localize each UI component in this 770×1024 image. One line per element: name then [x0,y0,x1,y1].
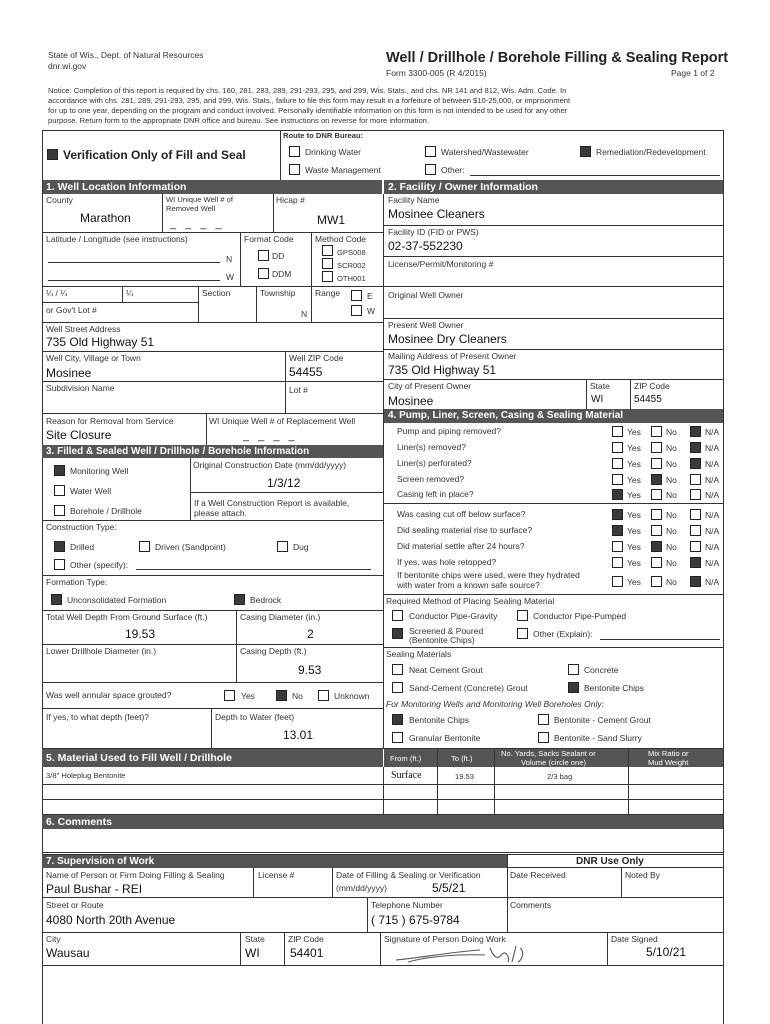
mw-bentonite-chips-label: Bentonite Chips [409,715,470,725]
other-explain-label: Other (Explain): [533,629,593,639]
s4-question-4: Screen removed? [397,474,465,484]
sand-cement-checkbox[interactable] [392,682,403,693]
s4-question-1: Pump and piping removed? [397,426,501,436]
bedrock-label: Bedrock [250,595,282,605]
s4-q3-yes-label: Yes [627,459,641,469]
waste-management-label: Waste Management [305,165,381,175]
scr002-checkbox[interactable] [322,258,333,269]
other-bureau-checkbox[interactable] [425,164,436,175]
orig-construction-date-value[interactable]: 1/3/12 [267,476,301,490]
format-code-label: Format Code [244,234,294,244]
s4-q2-no-label: No [666,443,677,453]
bentonite-chips-checkbox[interactable] [568,682,579,693]
supervisor-state-label: State [245,934,265,944]
present-owner-value[interactable]: Mosinee Dry Cleaners [388,332,507,346]
gravity-checkbox[interactable] [392,610,403,621]
s4-q8-na-label: N/A [705,542,720,552]
s4-q1-no-label: No [666,427,677,437]
owner-zip-value[interactable]: 54455 [634,394,662,405]
county-label: County [46,195,73,205]
facility-id-value[interactable]: 02-37-552230 [388,239,463,253]
supervisor-state-value[interactable]: WI [245,946,260,960]
placing-method-label: Required Method of Placing Sealing Material [386,596,555,606]
owner-state-value[interactable]: WI [591,394,604,405]
s4-q5-na-checkbox[interactable] [690,489,701,500]
s4-q10-yes-checkbox[interactable] [612,576,623,587]
supervisor-city-value[interactable]: Wausau [46,946,90,960]
section-5-header: 5. Material Used to Fill Well / Drillhole [42,749,383,767]
range-e-checkbox[interactable] [351,290,362,301]
s4-q8-na-checkbox[interactable] [690,541,701,552]
well-street-label: Well Street Address [46,324,121,334]
facility-name-value[interactable]: Mosinee Cleaners [388,207,485,221]
fill-date-format: (mm/dd/yyyy) [336,883,387,893]
borehole-label: Borehole / Drillhole [70,506,142,516]
water-depth-label: Depth to Water (feet) [215,712,295,722]
s4-q5-na-label: N/A [705,490,720,500]
gov-lot-label: or Gov't Lot # [46,305,97,315]
casing-depth-label: Casing Depth (ft.) [240,646,307,656]
s4-q2-na-checkbox[interactable] [690,442,701,453]
water-well-label: Water Well [70,486,112,496]
to-column-header: To (ft.) [451,754,473,763]
mw-granular-checkbox[interactable] [392,732,403,743]
s4-q5-yes-checkbox[interactable] [612,489,623,500]
township-label: Township [260,288,296,298]
hicap-value[interactable]: MW1 [317,213,345,227]
s4-question-5: Casing left in place? [397,489,474,499]
owner-zip-label: ZIP Code [634,381,670,391]
s4-q10-no-checkbox[interactable] [651,576,662,587]
screened-poured-sublabel: (Bentonite Chips) [409,635,475,645]
s4-q1-yes-checkbox[interactable] [612,426,623,437]
oth001-label: OTH001 [337,274,366,283]
report-note-2: please attach. [194,508,247,518]
lower-diameter-label: Lower Drillhole Diameter (in.) [46,646,157,656]
from-column-header: From (ft.) [390,754,422,763]
s4-q3-na-checkbox[interactable] [690,458,701,469]
to-row-1[interactable]: 19.53 [455,772,475,781]
supervisor-zip-label: ZIP Code [288,934,324,944]
grouted-label: Was well annular space grouted? [46,690,172,700]
formation-type-label: Formation Type: [46,577,108,587]
casing-depth-value[interactable]: 9.53 [298,663,322,677]
lat-long-label: Latitude / Longitude (see instructions) [46,234,188,244]
quarter-label: ¼ [126,288,134,298]
range-label: Range [315,288,341,298]
fill-date-label: Date of Filling & Sealing or Verification [336,870,481,880]
s4-q4-na-checkbox[interactable] [690,474,701,485]
mailing-address-label: Mailing Address of Present Owner [388,351,517,361]
s4-q4-na-label: N/A [705,475,720,485]
subdivision-label: Subdivision Name [46,383,115,393]
phone-value[interactable]: ( 715 ) 675-9784 [371,913,460,927]
s4-q1-no-checkbox[interactable] [651,426,662,437]
screened-poured-checkbox[interactable] [392,628,403,639]
other-construction-checkbox[interactable] [54,559,65,570]
grouted-unknown-checkbox[interactable] [318,690,329,701]
well-zip-value[interactable]: 54455 [289,365,323,379]
mw-bentonite-chips-checkbox[interactable] [392,714,403,725]
dnr-comments-label: Comments [510,900,552,910]
volume-row-1[interactable]: 2/3 bag [547,772,573,781]
facility-name-label: Facility Name [388,195,440,205]
construction-type-label: Construction Type: [46,522,117,532]
bentonite-chips-label: Bentonite Chips [584,683,645,693]
s4-q3-no-label: No [666,459,677,469]
form-number: Form 3300-005 (R 4/2015) [386,68,487,78]
owner-city-label: City of Present Owner [388,381,472,391]
gps008-checkbox[interactable] [322,245,333,256]
supervisor-name-label: Name of Person or Firm Doing Filling & Sealing [46,870,225,880]
total-depth-value[interactable]: 19.53 [125,627,156,641]
license-label: License/Permit/Monitoring # [388,259,494,269]
water-well-checkbox[interactable] [54,485,65,496]
reason-label: Reason for Removal from Service [46,416,174,426]
hicap-label: Hicap # [276,195,305,205]
mw-bentonite-cement-label: Bentonite - Cement Grout [554,715,651,725]
dnr-use-only-label: DNR Use Only [576,856,644,867]
gps008-label: GPS008 [337,248,366,257]
section-3-header: 3. Filled & Sealed Well / Drillhole / Borehole Information [42,445,383,458]
supervisor-zip-value[interactable]: 54401 [290,946,324,960]
drilled-checkbox[interactable] [54,541,65,552]
date-signed-value[interactable]: 5/10/21 [646,945,687,959]
s4-question-9: If yes, was hole retopped? [397,557,497,567]
grouted-unknown-label: Unknown [334,691,370,701]
s4-q10-yes-label: Yes [627,577,641,587]
waste-management-checkbox[interactable] [289,164,300,175]
well-city-label: Well City, Village or Town [46,353,141,363]
agency: State of Wis., Dept. of Natural Resources [48,50,204,60]
s4-q2-no-checkbox[interactable] [651,442,662,453]
supervisor-license-label: License # [258,870,295,880]
s4-q2-na-label: N/A [705,443,720,453]
sealing-materials-label: Sealing Materials [386,649,452,659]
driven-label: Driven (Sandpoint) [155,542,226,552]
section-4-header: 4. Pump, Liner, Screen, Casing & Sealing Material [384,409,723,423]
monitoring-well-label: Monitoring Well [70,466,129,476]
well-zip-label: Well ZIP Code [289,353,344,363]
notice-line-2: accordance with chs. 281, 289, 291-293, 295, and 299, Wis. Stats., failure to file this form may result in a forfeiture of between $10-25,000, or imprisonment [48,96,571,105]
monitoring-only-label: For Monitoring Wells and Monitoring Well Boreholes Only: [386,699,604,709]
supervisor-street-label: Street or Route [46,900,104,910]
dug-label: Dug [293,542,309,552]
pumped-label: Conductor Pipe-Pumped [533,611,627,621]
website: dnr.wi.gov [48,61,87,71]
section-6-header: 6. Comments [42,815,723,829]
s4-q6-na-checkbox[interactable] [690,509,701,520]
owner-city-value[interactable]: Mosinee [388,394,434,408]
s4-q7-na-checkbox[interactable] [690,525,701,536]
mix-column-header-1: Mix Ratio or [648,749,689,758]
grouted-no-label: No [292,691,303,701]
drilled-label: Drilled [70,542,95,552]
concrete-checkbox[interactable] [568,664,579,675]
s4-question-3: Liner(s) perforated? [397,458,472,468]
s4-question-8: Did material settle after 24 hours? [397,541,525,551]
signature-image [390,940,550,966]
section-1-header: 1. Well Location Information [42,180,382,194]
s4-question-10b: with water from a known safe source? [397,580,540,590]
s4-q10-no-label: No [666,577,677,587]
pumped-checkbox[interactable] [517,610,528,621]
grouted-yes-checkbox[interactable] [224,690,235,701]
from-row-1[interactable]: Surface [391,770,422,781]
s4-q10-na-label: N/A [705,577,720,587]
s4-q4-no-checkbox[interactable] [651,474,662,485]
driven-checkbox[interactable] [139,541,150,552]
dug-checkbox[interactable] [277,541,288,552]
s4-q6-na-label: N/A [705,510,720,520]
well-city-value[interactable]: Mosinee [46,366,92,380]
original-owner-label: Original Well Owner [388,290,464,300]
lot-label: Lot # [289,385,308,395]
notice-line-1: Notice: Completion of this report is required by chs. 160, 281, 283, 289, 291-293, 295, and 299, Wis. Stats., and chs. NR 141 and 812, Wis. Adm. Code. In [48,86,567,95]
west-label: W [226,272,235,282]
township-n-label: N [301,309,308,319]
north-label: N [226,254,233,264]
grout-depth-label: If yes, to what depth (feet)? [46,712,150,722]
well-street-value[interactable]: 735 Old Highway 51 [46,335,155,349]
s4-question-2: Liner(s) removed? [397,442,466,452]
gravity-label: Conductor Pipe-Gravity [409,611,498,621]
mw-bentonite-sand-checkbox[interactable] [538,732,549,743]
s4-q3-yes-checkbox[interactable] [612,458,623,469]
range-e-label: E [367,291,373,301]
s4-q9-na-label: N/A [705,558,720,568]
section-label: Section [202,288,231,298]
s4-q5-no-label: No [666,490,677,500]
volume-column-header-2: Volume (circle one) [521,758,586,767]
neat-cement-label: Neat Cement Grout [409,665,483,675]
report-note-1: If a Well Construction Report is available, [194,498,350,508]
water-depth-value[interactable]: 13.01 [283,728,314,742]
orig-construction-date-label: Original Construction Date (mm/dd/yyyy) [193,460,347,470]
ddm-checkbox[interactable] [258,268,269,279]
notice-line-4: purpose. Return form to the appropriate DNR office and bureau. See instructions on reverse for more information. [48,116,430,125]
s4-q6-no-label: No [666,510,677,520]
notice-line-3: for up to one year, depending on the program and conduct involved. Personally identifiable information on this form is not intended to be used for any other [48,106,568,115]
scr002-label: SCR002 [337,261,366,270]
s4-q7-yes-label: Yes [627,526,641,536]
grouted-yes-label: Yes [241,691,255,701]
dd-label: DD [272,251,285,261]
remediation-checkbox[interactable] [580,146,591,157]
other-explain-checkbox[interactable] [517,628,528,639]
date-received-label: Date Received [510,870,566,880]
s4-q3-na-label: N/A [705,459,720,469]
oth001-checkbox[interactable] [322,271,333,282]
page-number: Page 1 of 2 [671,68,715,78]
other-bureau-label: Other: [441,165,465,175]
s4-q2-yes-label: Yes [627,443,641,453]
s4-q6-yes-checkbox[interactable] [612,509,623,520]
supervisor-city-label: City [46,934,61,944]
s4-q2-yes-checkbox[interactable] [612,442,623,453]
fill-date-value[interactable]: 5/5/21 [432,881,466,895]
s4-q7-na-label: N/A [705,526,720,536]
drinking-water-label: Drinking Water [305,147,361,157]
bedrock-checkbox[interactable] [234,594,245,605]
casing-diameter-value[interactable]: 2 [307,627,314,641]
verification-checkbox[interactable] [47,149,58,160]
s4-q9-yes-checkbox[interactable] [612,557,623,568]
watershed-checkbox[interactable] [425,146,436,157]
range-w-label: W [367,306,376,316]
signature-label: Signature of Person Doing Work [384,934,506,944]
wi-unique-well-label-2: Removed Well [166,204,216,213]
s4-q9-no-checkbox[interactable] [651,557,662,568]
section-2-header: 2. Facility / Owner Information [384,180,724,194]
replacement-well-label: WI Unique Well # of Replacement Well [209,416,356,426]
s4-q4-yes-checkbox[interactable] [612,474,623,485]
supervisor-name-value[interactable]: Paul Bushar - REI [46,882,143,896]
phone-label: Telephone Number [371,900,443,910]
s4-q4-yes-label: Yes [627,475,641,485]
s4-q8-no-checkbox[interactable] [651,541,662,552]
unconsolidated-label: Unconsolidated Formation [67,595,167,605]
supervisor-street-value[interactable]: 4080 North 20th Avenue [46,913,176,927]
s4-q1-na-checkbox[interactable] [690,426,701,437]
s4-q3-no-checkbox[interactable] [651,458,662,469]
casing-diameter-label: Casing Diameter (in.) [240,612,321,622]
mailing-address-value[interactable]: 735 Old Highway 51 [388,363,497,377]
neat-cement-checkbox[interactable] [392,664,403,675]
s4-q10-na-checkbox[interactable] [690,576,701,587]
s4-q9-yes-label: Yes [627,558,641,568]
monitoring-well-checkbox[interactable] [54,465,65,476]
borehole-checkbox[interactable] [54,505,65,516]
quarter-quarter-label: ¼ / ¼ [46,288,68,298]
mw-granular-label: Granular Bentonite [409,733,481,743]
s4-q4-no-label: No [666,475,677,485]
s4-q6-yes-label: Yes [627,510,641,520]
route-label: Route to DNR Bureau: [283,131,364,140]
s4-q5-no-checkbox[interactable] [651,489,662,500]
mix-column-header-2: Mud Weight [648,758,689,767]
other-construction-label: Other (specify): [70,560,129,570]
reason-value[interactable]: Site Closure [46,428,112,442]
county-value[interactable]: Marathon [80,211,131,225]
s4-q1-na-label: N/A [705,427,720,437]
sand-cement-label: Sand-Cement (Concrete) Grout [409,683,528,693]
screened-poured-label: Screened & Poured [409,626,484,636]
total-depth-label: Total Well Depth From Ground Surface (ft.) [46,612,208,622]
facility-id-label: Facility ID (FID or PWS) [388,227,479,237]
grouted-no-checkbox[interactable] [276,690,287,701]
s4-q7-no-label: No [666,526,677,536]
s4-q9-na-checkbox[interactable] [690,557,701,568]
method-code-label: Method Code [315,234,367,244]
section-7-header: 7. Supervision of Work [42,855,507,868]
s4-q8-no-label: No [666,542,677,552]
mw-bentonite-cement-checkbox[interactable] [538,714,549,725]
drinking-water-checkbox[interactable] [289,146,300,157]
s4-q7-yes-checkbox[interactable] [612,525,623,536]
ddm-label: DDM [272,269,292,279]
s4-q9-no-label: No [666,558,677,568]
noted-by-label: Noted By [625,870,660,880]
s4-q1-yes-label: Yes [627,427,641,437]
date-signed-label: Date Signed [611,934,658,944]
verification-label: Verification Only of Fill and Seal [63,148,246,162]
s4-question-10a: If bentonite chips were used, were they hydrated [397,570,580,580]
form-title: Well / Drillhole / Borehole Filling & Sealing Report [386,50,729,66]
dd-checkbox[interactable] [258,250,269,261]
s4-q7-no-checkbox[interactable] [651,525,662,536]
volume-column-header-1: No. Yards, Sacks Sealant or [501,749,596,758]
wi-unique-well-label-1: WI Unique Well # of [166,195,233,204]
watershed-label: Watershed/Wastewater [441,147,529,157]
s4-q5-yes-label: Yes [627,490,641,500]
range-w-checkbox[interactable] [351,305,362,316]
unconsolidated-checkbox[interactable] [51,594,62,605]
owner-state-label: State [590,381,610,391]
s4-q6-no-checkbox[interactable] [651,509,662,520]
s4-q8-yes-checkbox[interactable] [612,541,623,552]
remediation-label: Remediation/Redevelopment [596,147,706,157]
s4-question-6: Was casing cut off below surface? [397,509,526,519]
present-owner-label: Present Well Owner [388,320,464,330]
material-row-1[interactable]: 3/8" Holeplug Bentonite [46,771,126,780]
concrete-label: Concrete [584,665,619,675]
s4-q8-yes-label: Yes [627,542,641,552]
s4-question-7: Did sealing material rise to surface? [397,525,533,535]
mw-bentonite-sand-label: Bentonite - Sand Slurry [554,733,642,743]
